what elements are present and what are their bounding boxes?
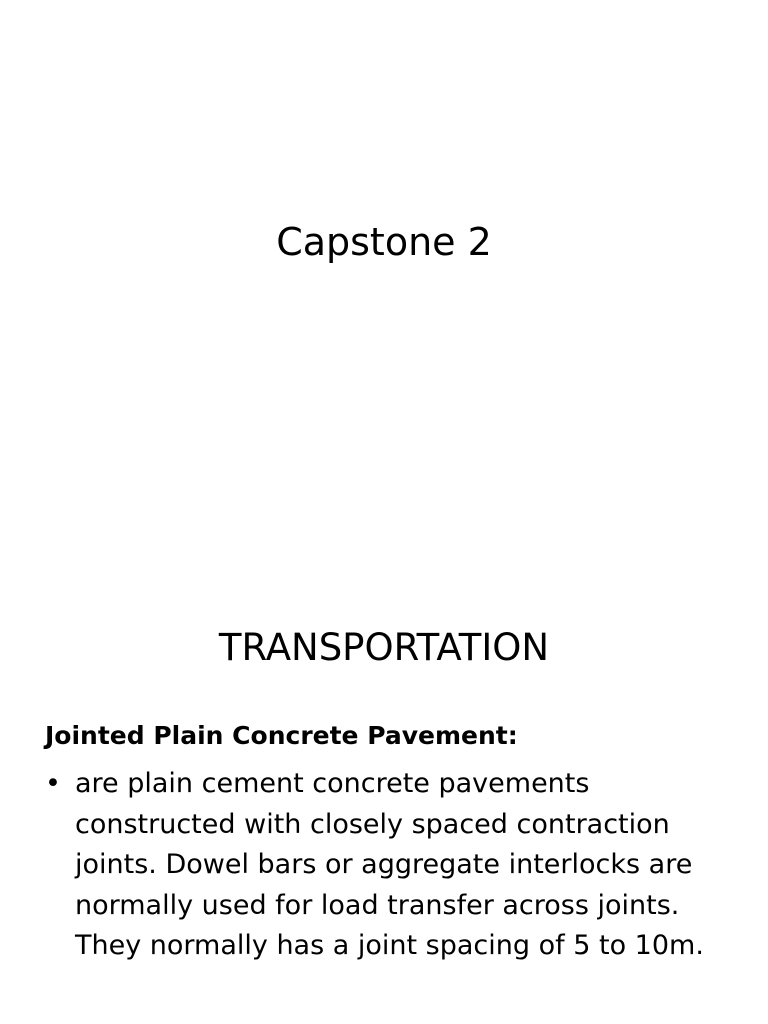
slide-title: Capstone 2 [276, 220, 492, 264]
bullet-text-line: They normally has a joint spacing of 5 to 10m. [75, 930, 704, 961]
bullet-text-line: are plain cement concrete pavements [75, 768, 590, 799]
bullet-text-line: normally used for load transfer across joints. [75, 889, 680, 921]
bullet-text-line: joints. Dowel bars or aggregate interlocks are [75, 849, 693, 880]
bullet-dot-icon: • [45, 768, 61, 799]
bullet-item [45, 764, 735, 967]
section-heading: TRANSPORTATION [218, 626, 550, 669]
bullet-text-line: constructed with closely spaced contraction [75, 808, 670, 840]
content-heading: Jointed Plain Concrete Pavement: [45, 721, 518, 750]
bullet-list [45, 764, 735, 967]
